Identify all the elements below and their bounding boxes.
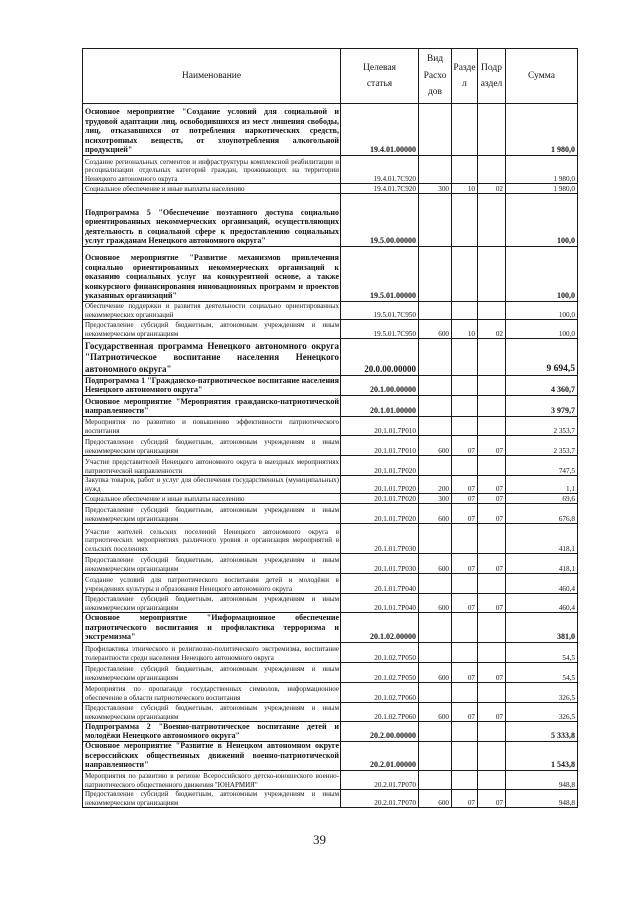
row-name-cell: Предоставление субсидий бюджетным, автономным учреждениям и иным некоммерческим организациям	[85, 704, 339, 721]
row-amount-cell: 747,5	[506, 456, 578, 476]
row-amount-cell: 1 980,0	[506, 184, 578, 194]
row-amount-cell: 100,0	[506, 194, 578, 247]
table-row	[83, 396, 578, 417]
row-name-cell: Предоставление субсидий бюджетным, автономным учреждениям и иным некоммерческим организациям	[85, 790, 339, 807]
row-section-cell	[452, 376, 478, 396]
row-amount-cell: 326,5	[506, 683, 578, 703]
table-row	[83, 613, 578, 643]
row-section-cell	[452, 194, 478, 247]
row-amount-cell: 54,5	[506, 643, 578, 663]
row-subsection-cell	[478, 524, 506, 554]
row-expense-type-cell	[419, 771, 452, 790]
row-expense-type-cell	[419, 302, 452, 320]
table-row	[83, 594, 578, 613]
row-code-cell: 20.1.01.7Р020	[341, 456, 419, 476]
row-subsection-cell	[478, 742, 506, 771]
row-name-cell: Закупка товаров, работ и услуг для обеспечения государственных (муниципальных) нужд	[85, 476, 339, 493]
row-name-cell: Мероприятия по развитию и повышению эффективности патриотического воспитания	[85, 418, 339, 435]
row-subsection-cell: 07	[478, 436, 506, 456]
row-section-cell	[452, 456, 478, 476]
header-cell-name	[83, 49, 341, 104]
row-amount-cell: 5 333,8	[506, 722, 578, 742]
row-subsection-cell	[478, 376, 506, 396]
row-subsection-cell	[478, 456, 506, 476]
table-row	[83, 104, 578, 156]
row-subsection-cell	[478, 156, 506, 184]
row-subsection-cell	[478, 104, 506, 156]
row-amount-cell: 2 353,7	[506, 417, 578, 436]
row-amount-cell: 460,4	[506, 574, 578, 594]
row-amount-cell: 9 694,5	[506, 339, 578, 376]
row-name-cell: Предоставление субсидий бюджетным, автономным учреждениям и иным некоммерческим организациям	[85, 595, 339, 612]
row-amount-cell: 1,1	[506, 476, 578, 494]
table-body	[83, 104, 578, 808]
row-amount-cell: 381,0	[506, 613, 578, 643]
row-section-cell	[452, 722, 478, 742]
row-amount-cell: 69,6	[506, 494, 578, 504]
table-row	[83, 302, 578, 320]
row-amount-cell: 4 360,7	[506, 376, 578, 396]
row-expense-type-cell	[419, 456, 452, 476]
row-code-cell: 20.1.02.7Р050	[341, 643, 419, 663]
row-section-cell: 07	[452, 594, 478, 613]
row-amount-cell: 418,1	[506, 524, 578, 554]
row-section-cell: 07	[452, 494, 478, 504]
row-code-cell: 20.1.01.7Р040	[341, 574, 419, 594]
row-expense-type-cell	[419, 104, 452, 156]
row-section-cell: 07	[452, 554, 478, 574]
row-amount-cell: 460,4	[506, 594, 578, 613]
row-code-cell: 19.5.00.00000	[341, 194, 419, 247]
table-header-row	[83, 49, 578, 104]
row-code-cell: 20.2.01.00000	[341, 742, 419, 771]
row-expense-type-cell: 600	[419, 504, 452, 524]
row-amount-cell: 1 543,8	[506, 742, 578, 771]
row-expense-type-cell: 600	[419, 554, 452, 574]
row-expense-type-cell	[419, 396, 452, 417]
table-row	[83, 436, 578, 456]
row-expense-type-cell	[419, 742, 452, 771]
row-subsection-cell: 07	[478, 703, 506, 722]
row-section-cell: 10	[452, 184, 478, 194]
row-subsection-cell	[478, 574, 506, 594]
row-expense-type-cell	[419, 417, 452, 436]
row-expense-type-cell: 600	[419, 703, 452, 722]
row-amount-cell: 948,8	[506, 790, 578, 808]
row-code-cell: 20.1.02.7Р060	[341, 683, 419, 703]
row-subsection-cell	[478, 247, 506, 302]
row-amount-cell: 2 353,7	[506, 436, 578, 456]
row-code-cell: 20.1.01.7Р010	[341, 436, 419, 456]
row-amount-cell: 1 980,0	[506, 156, 578, 184]
table-row	[83, 194, 578, 247]
row-section-cell	[452, 104, 478, 156]
row-expense-type-cell	[419, 247, 452, 302]
row-code-cell: 19.4.01.7С920	[341, 184, 419, 194]
row-subsection-cell: 02	[478, 184, 506, 194]
table-row	[83, 524, 578, 554]
row-subsection-cell	[478, 302, 506, 320]
row-code-cell: 20.1.01.7Р020	[341, 504, 419, 524]
row-section-cell	[452, 156, 478, 184]
row-subsection-cell: 07	[478, 790, 506, 808]
row-name-cell: Участие представителей Ненецкого автономного округа в выездных мероприятиях патриотической направленности	[85, 458, 339, 475]
row-code-cell: 20.1.01.7Р040	[341, 594, 419, 613]
row-section-cell: 07	[452, 476, 478, 494]
table-row	[83, 184, 578, 194]
row-name-cell: Основное мероприятие "Развитие механизмов привлечения социально ориентированных некоммерческих организаций к оказанию социальных услуг на конкурентной основе, а также конкурсного финансирования инновационных программ и проектов указанных организаций"	[83, 247, 341, 302]
header-name: Наименование	[181, 70, 242, 81]
header-cell-section	[452, 49, 478, 104]
row-subsection-cell: 07	[478, 476, 506, 494]
row-section-cell	[452, 771, 478, 790]
row-amount-cell: 100,0	[506, 302, 578, 320]
row-section-cell	[452, 643, 478, 663]
row-subsection-cell	[478, 396, 506, 417]
row-expense-type-cell	[419, 722, 452, 742]
row-code-cell: 20.1.02.00000	[341, 613, 419, 643]
row-section-cell	[452, 683, 478, 703]
budget-table	[82, 48, 578, 808]
row-name-cell: Основное мероприятие "Мероприятия гражданско-патриотической направленности"	[85, 396, 339, 416]
row-code-cell: 19.5.01.7С950	[341, 320, 419, 339]
table-row	[83, 494, 578, 504]
row-expense-type-cell	[419, 574, 452, 594]
header-subsection: Подр аздел	[480, 62, 503, 89]
row-subsection-cell	[478, 194, 506, 247]
row-name-cell: Мероприятия по развитию в регионе Всероссийского детско-юношеского военно-патриотического общественного движения "ЮНАРМИЯ"	[85, 772, 339, 789]
row-amount-cell: 100,0	[506, 247, 578, 302]
row-section-cell: 07	[452, 790, 478, 808]
row-code-cell: 20.1.02.7Р060	[341, 703, 419, 722]
row-name-cell: Подпрограмма 5 "Обеспечение поэтапного доступа социально ориентированных некоммерческих организаций, осуществляющих деятельность в социальной сфере к предоставлению социальных услуг гражданам Ненецкого автономного округа"	[83, 194, 341, 247]
row-subsection-cell	[478, 339, 506, 376]
row-subsection-cell: 07	[478, 663, 506, 683]
row-code-cell: 20.1.01.00000	[341, 396, 419, 417]
row-name-cell: Социальное обеспечение и иные выплаты населению	[83, 184, 341, 194]
row-expense-type-cell	[419, 194, 452, 247]
row-amount-cell: 1 980,0	[506, 104, 578, 156]
row-name-cell: Создание региональных сегментов и инфраструктуры комплексной реабилитации и ресоциализации отдельных категорий граждан, проживающих на территории Ненецкого автономного округа	[85, 157, 339, 183]
row-code-cell: 20.2.01.7Р070	[341, 771, 419, 790]
table-row	[83, 554, 578, 574]
row-code-cell: 20.1.00.00000	[341, 376, 419, 396]
row-subsection-cell: 07	[478, 504, 506, 524]
table-row	[83, 790, 578, 808]
header-cell-amount	[506, 49, 578, 104]
row-subsection-cell	[478, 771, 506, 790]
row-expense-type-cell: 600	[419, 594, 452, 613]
header-cell-expense-type	[419, 49, 452, 104]
row-code-cell: 19.5.01.7С950	[341, 302, 419, 320]
row-section-cell	[452, 574, 478, 594]
row-code-cell: 20.1.01.7Р010	[341, 417, 419, 436]
row-expense-type-cell: 300	[419, 184, 452, 194]
row-expense-type-cell: 600	[419, 436, 452, 456]
row-subsection-cell: 07	[478, 594, 506, 613]
table-row	[83, 456, 578, 476]
row-code-cell: 20.1.01.7Р030	[341, 524, 419, 554]
row-expense-type-cell: 600	[419, 790, 452, 808]
table-row	[83, 339, 578, 376]
row-name-cell: Профилактика этнического и религиозно-политического экстремизма, воспитание толерантности среди населения Ненецкого автономного округа	[85, 645, 339, 662]
row-name-cell: Социальное обеспечение и иные выплаты населению	[83, 494, 341, 504]
table-row	[83, 320, 578, 339]
row-section-cell	[452, 417, 478, 436]
row-amount-cell: 948,8	[506, 771, 578, 790]
row-expense-type-cell	[419, 613, 452, 643]
row-section-cell	[452, 613, 478, 643]
row-expense-type-cell: 300	[419, 494, 452, 504]
row-name-cell: Предоставление субсидий бюджетным, автономным учреждениям и иным некоммерческим организациям	[85, 665, 339, 682]
table-row	[83, 703, 578, 722]
row-expense-type-cell: 200	[419, 476, 452, 494]
row-name-cell: Предоставление субсидий бюджетным, автономным учреждениям и иным некоммерческим организациям	[85, 506, 339, 523]
row-section-cell	[452, 396, 478, 417]
row-name-cell: Государственная программа Ненецкого автономного округа "Патриотическое воспитание населения Ненецкого автономного округа"	[83, 339, 341, 376]
row-name-cell: Подпрограмма 2 "Военно-патриотическое воспитание детей и молодёжи Ненецкого автономного округа"	[85, 722, 339, 741]
row-expense-type-cell: 600	[419, 320, 452, 339]
table-row	[83, 683, 578, 703]
row-amount-cell: 54,5	[506, 663, 578, 683]
row-subsection-cell	[478, 643, 506, 663]
row-name-cell: Основное мероприятие "Создание условий для социальной и трудовой адаптации лиц, освободившихся из мест лишения свободы, лиц, отказавшихся от потребления наркотических средств, психотропных веществ, от злоупотребления алкогольной продукцией"	[83, 104, 341, 156]
row-amount-cell: 3 979,7	[506, 396, 578, 417]
row-section-cell: 07	[452, 504, 478, 524]
row-section-cell	[452, 302, 478, 320]
row-section-cell	[452, 524, 478, 554]
row-name-cell: Подпрограмма 1 "Гражданско-патриотическое воспитание населения Ненецкого автономного округа"	[85, 376, 339, 395]
header-cell-code	[341, 49, 419, 104]
row-code-cell: 20.0.00.00000	[341, 339, 419, 376]
page-number: 39	[313, 832, 326, 847]
row-subsection-cell	[478, 417, 506, 436]
row-name-cell: Участие жителей сельских поселений Ненецкого автономного округа в патриотических мероприятиях различного уровня и организация мероприятий в сельских поселениях	[83, 524, 341, 554]
table-row	[83, 156, 578, 184]
header-code: Целевая статья	[363, 62, 396, 89]
table-row	[83, 643, 578, 663]
row-code-cell: 20.2.00.00000	[341, 722, 419, 742]
row-code-cell: 20.2.01.7Р070	[341, 790, 419, 808]
table-row	[83, 504, 578, 524]
row-expense-type-cell	[419, 683, 452, 703]
row-subsection-cell: 07	[478, 494, 506, 504]
header-expense-type: Вид Расхо дов	[423, 54, 447, 98]
row-code-cell: 19.4.01.00000	[341, 104, 419, 156]
row-subsection-cell: 02	[478, 320, 506, 339]
row-amount-cell: 418,1	[506, 554, 578, 574]
row-name-cell: Создание условий для патриотического воспитания детей и молодёжи в учреждениях культуры и образования Ненецкого автономного округа	[85, 576, 339, 593]
row-section-cell: 10	[452, 320, 478, 339]
table-row	[83, 376, 578, 396]
row-expense-type-cell	[419, 376, 452, 396]
row-subsection-cell	[478, 722, 506, 742]
row-code-cell: 20.1.01.7Р020	[341, 476, 419, 494]
table-row	[83, 417, 578, 436]
row-code-cell: 19.5.01.00000	[341, 247, 419, 302]
row-section-cell: 07	[452, 703, 478, 722]
row-name-cell: Предоставление субсидий бюджетным, автономным учреждениям и иным некоммерческим организациям	[85, 321, 339, 338]
table-row	[83, 722, 578, 742]
row-section-cell	[452, 247, 478, 302]
row-name-cell: Предоставление субсидий бюджетным, автономным учреждениям и иным некоммерческим организациям	[85, 438, 339, 455]
table-row	[83, 771, 578, 790]
row-section-cell	[452, 339, 478, 376]
row-expense-type-cell	[419, 643, 452, 663]
row-name-cell: Мероприятия по пропаганде государственных символов, информационное обеспечение в области патриотического воспитания	[85, 685, 339, 702]
table-row	[83, 247, 578, 302]
row-code-cell: 20.1.02.7Р050	[341, 663, 419, 683]
table-row	[83, 476, 578, 494]
row-section-cell	[452, 742, 478, 771]
table-row	[83, 742, 578, 771]
row-code-cell: 19.4.01.7С920	[341, 156, 419, 184]
row-amount-cell: 676,8	[506, 504, 578, 524]
row-amount-cell: 326,5	[506, 703, 578, 722]
row-name-cell: Основное мероприятие "Информационное обеспечение патриотического воспитания и профилактика терроризма и экстремизма"	[85, 613, 339, 642]
header-amount: Сумма	[528, 70, 555, 81]
header-section: Разде л	[453, 62, 476, 89]
row-name-cell: Предоставление субсидий бюджетным, автономным учреждениям и иным некоммерческим организациям	[85, 556, 339, 573]
row-section-cell: 07	[452, 663, 478, 683]
row-amount-cell: 100,0	[506, 320, 578, 339]
row-section-cell: 07	[452, 436, 478, 456]
table-row	[83, 574, 578, 594]
row-code-cell: 20.1.01.7Р020	[341, 494, 419, 504]
header-cell-subsection	[478, 49, 506, 104]
row-expense-type-cell	[419, 339, 452, 376]
row-subsection-cell	[478, 683, 506, 703]
row-code-cell: 20.1.01.7Р030	[341, 554, 419, 574]
row-expense-type-cell: 600	[419, 663, 452, 683]
row-subsection-cell	[478, 613, 506, 643]
row-expense-type-cell	[419, 524, 452, 554]
table-row	[83, 663, 578, 683]
row-subsection-cell: 07	[478, 554, 506, 574]
row-name-cell: Обеспечение поддержки и развития деятельности социально ориентированных некоммерческих организаций	[85, 302, 339, 319]
row-expense-type-cell	[419, 156, 452, 184]
row-name-cell: Основное мероприятие "Развитие в Ненецком автономном округе всероссийских общественных движений военно-патриотической направленности"	[85, 742, 339, 770]
